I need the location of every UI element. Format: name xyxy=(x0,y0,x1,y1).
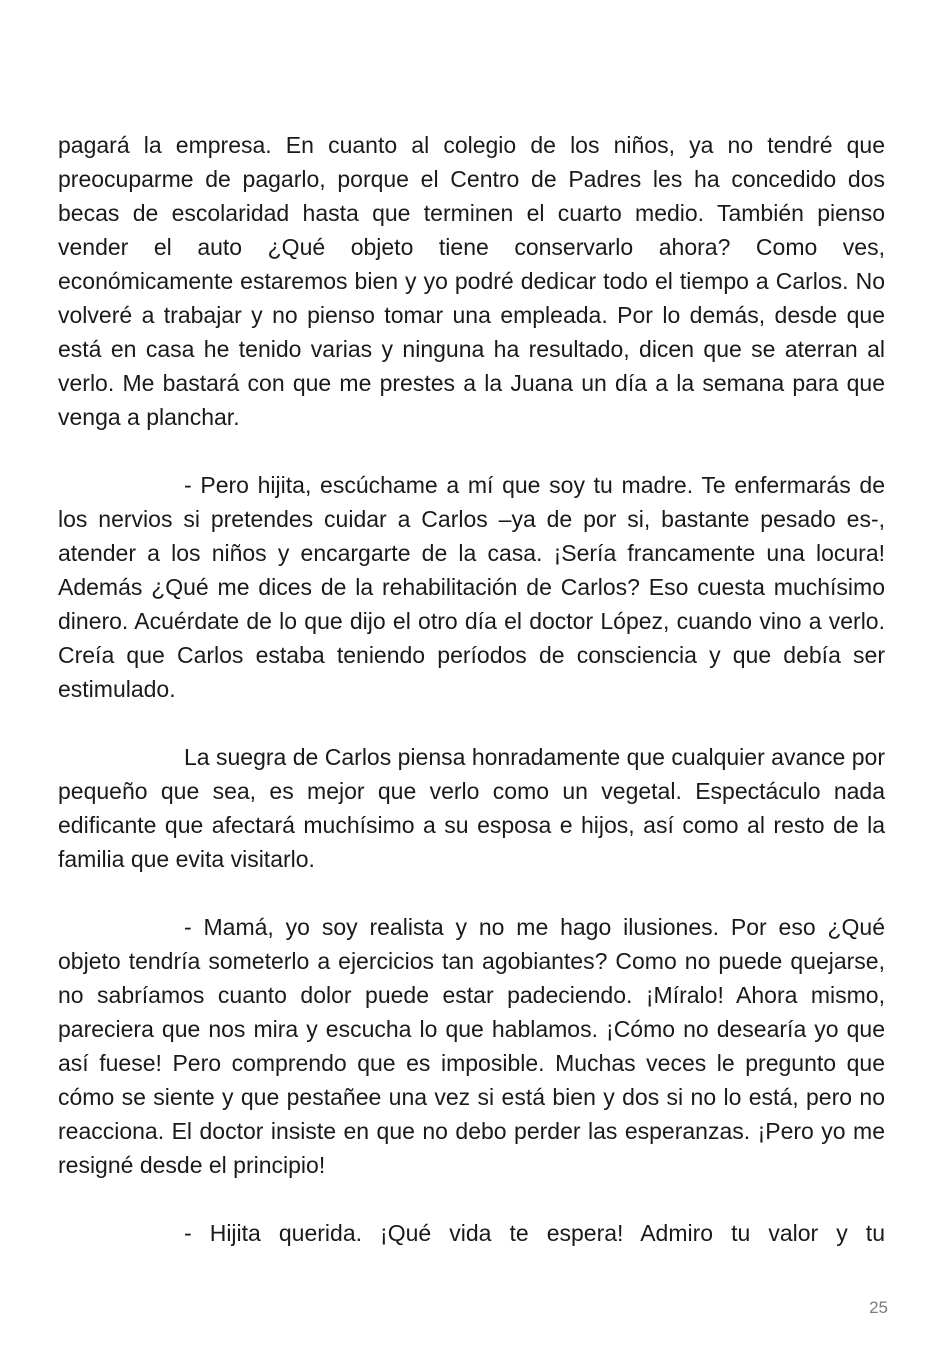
paragraph-dialogue-daughter: - Mamá, yo soy realista y no me hago ilusiones. Por eso ¿Qué objeto tendría someterlo a ejercicios tan agobiantes? Como no puede quejarse, no sabríamos cuanto dolor puede estar padeciendo. ¡Míralo! Ahora mismo, pareciera que nos mira y escucha lo que hablamos. ¡Cómo no desearía yo que así fuese! Pero comprendo que es imposible. Muchas veces le pregunto que cómo se siente y que pestañee una vez si está bien y dos si no lo está, pero no reacciona. El doctor insiste en que no debo perder las esperanzas. ¡Pero yo me resigné desde el principio! xyxy=(58,914,885,1178)
paragraph-continuation: pagará la empresa. En cuanto al colegio de los niños, ya no tendré que preocuparme de pagarlo, porque el Centro de Padres les ha concedido dos becas de escolaridad hasta que terminen el cuarto medio. También pienso vender el auto ¿Qué objeto tiene conservarlo ahora? Como ves, económicamente estaremos bien y yo podré dedicar todo el tiempo a Carlos. No volveré a trabajar y no pienso tomar una empleada. Por lo demás, desde que está en casa he tenido varias y ninguna ha resultado, dicen que se aterran al verlo. Me bastará con que me prestes a la Juana un día a la semana para que venga a planchar. xyxy=(58,132,885,430)
page-number: 25 xyxy=(869,1298,888,1317)
body-text xyxy=(58,128,885,1250)
paragraph-dialogue-final: - Hijita querida. ¡Qué vida te espera! Admiro tu valor y tu xyxy=(184,1220,885,1246)
paragraph-dialogue-mother: - Pero hijita, escúchame a mí que soy tu madre. Te enfermarás de los nervios si pretendes cuidar a Carlos –ya de por si, bastante pesado es-, atender a los niños y encargarte de la casa. ¡Sería francamente una locura! Además ¿Qué me dices de la rehabilitación de Carlos? Eso cuesta muchísimo dinero. Acuérdate de lo que dijo el otro día el doctor López, cuando vino a verlo. Creía que Carlos estaba teniendo períodos de consciencia y que debía ser estimulado. xyxy=(58,472,885,702)
paragraph-narration: La suegra de Carlos piensa honradamente que cualquier avance por pequeño que sea, es mejor que verlo como un vegetal. Espectáculo nada edificante que afectará muchísimo a su esposa e hijos, así como al resto de la familia que evita visitarlo. xyxy=(58,744,885,872)
